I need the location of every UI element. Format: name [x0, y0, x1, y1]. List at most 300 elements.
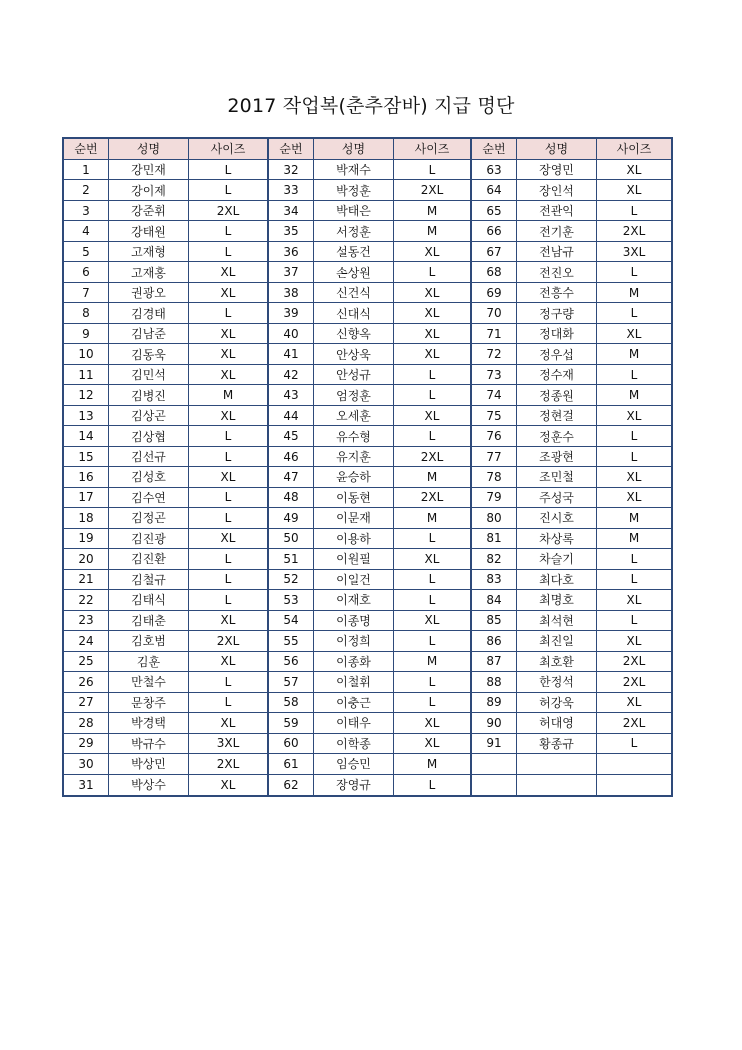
- cell-name: 최호환: [516, 652, 596, 671]
- cell-num: 7: [82, 285, 90, 300]
- cell-size: L: [596, 549, 671, 568]
- cell-name: 설동건: [313, 242, 393, 261]
- cell-num: 60: [283, 736, 299, 751]
- cell-num: 46: [283, 449, 299, 464]
- table-row: [64, 529, 267, 549]
- table-row: [64, 221, 267, 241]
- table-row: [269, 754, 470, 774]
- table-row: [64, 549, 267, 569]
- cell-name: 안성규: [313, 365, 393, 384]
- cell-size: M: [393, 201, 470, 220]
- cell-num: 65: [486, 203, 502, 218]
- cell-name: 전흥수: [516, 283, 596, 302]
- cell-name: 서정훈: [313, 221, 393, 240]
- cell-num: 74: [486, 388, 502, 403]
- table-row: [269, 693, 470, 713]
- cell-name: 이원필: [313, 549, 393, 568]
- cell-size: XL: [188, 529, 267, 548]
- cell-size: XL: [188, 344, 267, 363]
- cell-num: 42: [283, 367, 299, 382]
- table-row: [64, 672, 267, 692]
- cell-num: 38: [283, 285, 299, 300]
- cell-size: XL: [393, 303, 470, 322]
- cell-size: XL: [393, 344, 470, 363]
- cell-size: L: [596, 262, 671, 281]
- cell-num: [472, 775, 516, 795]
- table-row: [472, 693, 671, 713]
- table-row: [269, 775, 470, 795]
- cell-name: 김병진: [108, 385, 188, 404]
- cell-name: 김호범: [108, 631, 188, 650]
- table-row: [64, 447, 267, 467]
- cell-num: 89: [486, 695, 502, 710]
- cell-num: 9: [82, 326, 90, 341]
- table-row: [269, 365, 470, 385]
- cell-num: 66: [486, 224, 502, 239]
- cell-name: 장인석: [516, 180, 596, 199]
- cell-name: 이학종: [313, 734, 393, 753]
- cell-num: 22: [78, 592, 94, 607]
- cell-num: 57: [283, 674, 299, 689]
- cell-name: 권광오: [108, 283, 188, 302]
- cell-size: L: [596, 303, 671, 322]
- cell-num: 75: [486, 408, 502, 423]
- cell-name: 정우섭: [516, 344, 596, 363]
- cell-name: 이문재: [313, 508, 393, 527]
- table-row: [269, 631, 470, 651]
- table-row: [64, 283, 267, 303]
- table-row: [472, 262, 671, 282]
- column-group-2: [267, 139, 470, 795]
- cell-size: L: [188, 693, 267, 712]
- table-row: [472, 385, 671, 405]
- cell-size: M: [188, 385, 267, 404]
- cell-name: 전관익: [516, 201, 596, 220]
- cell-size: XL: [596, 631, 671, 650]
- table-row: [269, 344, 470, 364]
- cell-num: 68: [486, 265, 502, 280]
- cell-name: 손상원: [313, 262, 393, 281]
- cell-size: XL: [188, 283, 267, 302]
- cell-num: 26: [78, 674, 94, 689]
- cell-num: 87: [486, 654, 502, 669]
- cell-name: 고재홍: [108, 262, 188, 281]
- cell-num: 21: [78, 572, 94, 587]
- cell-name: 안상욱: [313, 344, 393, 363]
- cell-size: M: [393, 652, 470, 671]
- cell-size: XL: [596, 406, 671, 425]
- cell-size: L: [393, 631, 470, 650]
- table-row: [64, 754, 267, 774]
- cell-num: 55: [283, 633, 299, 648]
- header-size: 사이즈: [188, 139, 267, 159]
- cell-size: L: [393, 426, 470, 445]
- cell-name: 박상수: [108, 775, 188, 795]
- cell-size: L: [393, 385, 470, 404]
- cell-num: 3: [82, 203, 90, 218]
- cell-size: L: [393, 262, 470, 281]
- cell-name: 허강욱: [516, 693, 596, 712]
- table-row: [269, 549, 470, 569]
- cell-size: L: [596, 426, 671, 445]
- header-num: 순번: [482, 142, 506, 157]
- table-row: [64, 488, 267, 508]
- cell-num: 83: [486, 572, 502, 587]
- table-row: [269, 262, 470, 282]
- cell-size: XL: [188, 775, 267, 795]
- table-row: [269, 324, 470, 344]
- cell-num: 79: [486, 490, 502, 505]
- cell-num: 29: [78, 736, 94, 751]
- table-row: [64, 631, 267, 651]
- cell-name: 강태원: [108, 221, 188, 240]
- cell-name: 장영민: [516, 160, 596, 179]
- table-row: [472, 529, 671, 549]
- cell-num: 73: [486, 367, 502, 382]
- cell-name: 정수재: [516, 365, 596, 384]
- cell-num: 49: [283, 510, 299, 525]
- page-title: 2017 작업복(춘추잠바) 지급 명단: [227, 95, 515, 117]
- cell-size: 3XL: [596, 242, 671, 261]
- cell-size: L: [393, 529, 470, 548]
- cell-size: L: [188, 180, 267, 199]
- cell-size: 2XL: [393, 180, 470, 199]
- cell-name: 김정곤: [108, 508, 188, 527]
- cell-name: 정훈수: [516, 426, 596, 445]
- cell-size: L: [188, 303, 267, 322]
- cell-size: M: [393, 754, 470, 773]
- header-num: 순번: [279, 142, 303, 157]
- cell-name: 윤승하: [313, 467, 393, 486]
- cell-name: 전진오: [516, 262, 596, 281]
- cell-size: 2XL: [596, 652, 671, 671]
- cell-size: 3XL: [188, 734, 267, 753]
- table-row: [64, 242, 267, 262]
- cell-name: 정구량: [516, 303, 596, 322]
- cell-name: 강이제: [108, 180, 188, 199]
- cell-num: 35: [283, 224, 299, 239]
- cell-num: 45: [283, 429, 299, 444]
- cell-num: 91: [486, 736, 502, 751]
- table-row: [472, 283, 671, 303]
- cell-name: 황종규: [516, 734, 596, 753]
- cell-num: 2: [82, 183, 90, 198]
- cell-size: L: [393, 672, 470, 691]
- cell-size: 2XL: [393, 488, 470, 507]
- cell-name: 진시호: [516, 508, 596, 527]
- table-row: [64, 406, 267, 426]
- cell-name: 강민재: [108, 160, 188, 179]
- table-row: [269, 180, 470, 200]
- cell-size: 2XL: [596, 221, 671, 240]
- table-row: [64, 713, 267, 733]
- header-row: [64, 139, 267, 160]
- cell-name: 김철규: [108, 570, 188, 589]
- table-row: [64, 693, 267, 713]
- table-row: [472, 611, 671, 631]
- cell-size: 2XL: [596, 713, 671, 732]
- cell-size: XL: [188, 713, 267, 732]
- cell-size: L: [596, 447, 671, 466]
- cell-num: 59: [283, 715, 299, 730]
- cell-num: 15: [78, 449, 94, 464]
- table-row: [64, 344, 267, 364]
- table-row: [472, 488, 671, 508]
- cell-size: XL: [188, 262, 267, 281]
- table-row: [64, 303, 267, 323]
- cell-num: 37: [283, 265, 299, 280]
- cell-name: 이정희: [313, 631, 393, 650]
- cell-num: 28: [78, 715, 94, 730]
- cell-name: 조광현: [516, 447, 596, 466]
- cell-num: 76: [486, 429, 502, 444]
- table-row: [64, 467, 267, 487]
- table-row: [269, 713, 470, 733]
- cell-size: XL: [393, 611, 470, 630]
- table-row: [269, 303, 470, 323]
- cell-size: L: [596, 201, 671, 220]
- table-row: [269, 672, 470, 692]
- cell-num: 53: [283, 592, 299, 607]
- cell-size: L: [188, 549, 267, 568]
- table-row: [472, 221, 671, 241]
- cell-size: [596, 775, 671, 795]
- table-row: [472, 713, 671, 733]
- table-row: [269, 283, 470, 303]
- cell-name: 정현걸: [516, 406, 596, 425]
- table-row: [472, 344, 671, 364]
- cell-size: M: [393, 467, 470, 486]
- cell-num: 24: [78, 633, 94, 648]
- column-group-3: [470, 139, 671, 795]
- table-row: [472, 180, 671, 200]
- cell-name: 차상록: [516, 529, 596, 548]
- cell-size: L: [188, 508, 267, 527]
- table-row: [64, 201, 267, 221]
- cell-size: L: [393, 570, 470, 589]
- table-row: [472, 447, 671, 467]
- cell-num: 54: [283, 613, 299, 628]
- table-row: [269, 529, 470, 549]
- cell-name: 유지훈: [313, 447, 393, 466]
- cell-num: 72: [486, 347, 502, 362]
- cell-size: L: [393, 693, 470, 712]
- cell-num: 85: [486, 613, 502, 628]
- cell-name: 최석현: [516, 611, 596, 630]
- table-row: [472, 734, 671, 754]
- cell-num: 71: [486, 326, 502, 341]
- table-row: [269, 570, 470, 590]
- cell-size: 2XL: [596, 672, 671, 691]
- cell-size: XL: [393, 324, 470, 343]
- cell-num: 10: [78, 347, 94, 362]
- cell-size: XL: [596, 488, 671, 507]
- cell-name: 차슬기: [516, 549, 596, 568]
- cell-size: M: [393, 221, 470, 240]
- table-row: [269, 734, 470, 754]
- table-row: [269, 242, 470, 262]
- cell-name: 김상곤: [108, 406, 188, 425]
- cell-size: M: [596, 344, 671, 363]
- table-row: [64, 365, 267, 385]
- cell-size: L: [596, 570, 671, 589]
- table-row: [64, 180, 267, 200]
- cell-num: 31: [78, 777, 94, 792]
- cell-num: 52: [283, 572, 299, 587]
- cell-num: 39: [283, 306, 299, 321]
- cell-name: 전기훈: [516, 221, 596, 240]
- cell-name: 김태춘: [108, 611, 188, 630]
- cell-name: 박규수: [108, 734, 188, 753]
- cell-size: 2XL: [188, 201, 267, 220]
- cell-size: XL: [393, 283, 470, 302]
- table-row: [64, 734, 267, 754]
- table-row: [472, 467, 671, 487]
- cell-name: 최진일: [516, 631, 596, 650]
- cell-num: 64: [486, 183, 502, 198]
- cell-name: 한정석: [516, 672, 596, 691]
- cell-num: 70: [486, 306, 502, 321]
- header-name: 성명: [516, 139, 596, 159]
- table-row: [269, 221, 470, 241]
- table-row: [269, 406, 470, 426]
- cell-name: 최다호: [516, 570, 596, 589]
- cell-num: 69: [486, 285, 502, 300]
- cell-size: XL: [596, 160, 671, 179]
- table-row: [269, 467, 470, 487]
- cell-num: 18: [78, 510, 94, 525]
- cell-num: 19: [78, 531, 94, 546]
- cell-num: 78: [486, 469, 502, 484]
- cell-name: 전남규: [516, 242, 596, 261]
- table-row: [472, 406, 671, 426]
- table-row: [64, 652, 267, 672]
- table-row: [269, 508, 470, 528]
- cell-size: M: [596, 283, 671, 302]
- cell-size: L: [188, 488, 267, 507]
- cell-num: 16: [78, 469, 94, 484]
- cell-num: 4: [82, 224, 90, 239]
- cell-name: 정대화: [516, 324, 596, 343]
- cell-num: 90: [486, 715, 502, 730]
- cell-size: L: [596, 365, 671, 384]
- table-row: [472, 242, 671, 262]
- table-row: [472, 426, 671, 446]
- cell-num: 77: [486, 449, 502, 464]
- cell-num: 44: [283, 408, 299, 423]
- table-row: [472, 775, 671, 795]
- cell-num: 12: [78, 388, 94, 403]
- cell-num: 48: [283, 490, 299, 505]
- cell-num: 81: [486, 531, 502, 546]
- table-row: [269, 652, 470, 672]
- cell-num: 58: [283, 695, 299, 710]
- cell-size: L: [393, 365, 470, 384]
- header-size: 사이즈: [393, 139, 470, 159]
- cell-name: [516, 754, 596, 773]
- cell-num: 5: [82, 244, 90, 259]
- cell-num: 13: [78, 408, 94, 423]
- cell-size: L: [188, 426, 267, 445]
- cell-num: 88: [486, 674, 502, 689]
- cell-name: 신대식: [313, 303, 393, 322]
- cell-name: 김훈: [108, 652, 188, 671]
- cell-num: 20: [78, 551, 94, 566]
- cell-size: M: [393, 508, 470, 527]
- table-row: [64, 590, 267, 610]
- cell-name: 문창주: [108, 693, 188, 712]
- cell-name: 박상민: [108, 754, 188, 773]
- cell-size: XL: [188, 652, 267, 671]
- table-row: [269, 426, 470, 446]
- cell-name: 신건식: [313, 283, 393, 302]
- table-row: [269, 611, 470, 631]
- table-row: [64, 262, 267, 282]
- cell-num: 34: [283, 203, 299, 218]
- cell-size: L: [188, 570, 267, 589]
- cell-name: 강준휘: [108, 201, 188, 220]
- cell-name: 이철휘: [313, 672, 393, 691]
- cell-name: 김수연: [108, 488, 188, 507]
- table-row: [472, 201, 671, 221]
- cell-name: 장영규: [313, 775, 393, 795]
- table-row: [64, 775, 267, 795]
- table-row: [64, 385, 267, 405]
- cell-size: [596, 754, 671, 773]
- cell-name: 오세훈: [313, 406, 393, 425]
- table-row: [64, 508, 267, 528]
- cell-num: 61: [283, 756, 299, 771]
- cell-num: 40: [283, 326, 299, 341]
- table-row: [64, 324, 267, 344]
- cell-name: [516, 775, 596, 795]
- cell-size: XL: [393, 713, 470, 732]
- cell-num: 63: [486, 162, 502, 177]
- cell-num: 82: [486, 551, 502, 566]
- cell-name: 김진광: [108, 529, 188, 548]
- table-row: [269, 201, 470, 221]
- cell-num: 84: [486, 592, 502, 607]
- cell-num: 51: [283, 551, 299, 566]
- cell-size: XL: [393, 242, 470, 261]
- table-row: [472, 303, 671, 323]
- cell-name: 김민석: [108, 365, 188, 384]
- cell-name: 김동욱: [108, 344, 188, 363]
- table-row: [269, 488, 470, 508]
- table-row: [472, 672, 671, 692]
- cell-size: XL: [596, 180, 671, 199]
- cell-num: 27: [78, 695, 94, 710]
- cell-name: 고재형: [108, 242, 188, 261]
- cell-name: 이충근: [313, 693, 393, 712]
- cell-size: XL: [188, 611, 267, 630]
- header-num: 순번: [74, 142, 98, 157]
- cell-size: XL: [188, 324, 267, 343]
- cell-name: 만철수: [108, 672, 188, 691]
- cell-size: XL: [596, 590, 671, 609]
- table-row: [472, 365, 671, 385]
- cell-num: 1: [82, 162, 90, 177]
- cell-name: 김상협: [108, 426, 188, 445]
- cell-num: 47: [283, 469, 299, 484]
- cell-name: 유수형: [313, 426, 393, 445]
- cell-num: 80: [486, 510, 502, 525]
- cell-num: 56: [283, 654, 299, 669]
- cell-size: XL: [596, 693, 671, 712]
- cell-num: 43: [283, 388, 299, 403]
- cell-num: 86: [486, 633, 502, 648]
- cell-size: L: [188, 221, 267, 240]
